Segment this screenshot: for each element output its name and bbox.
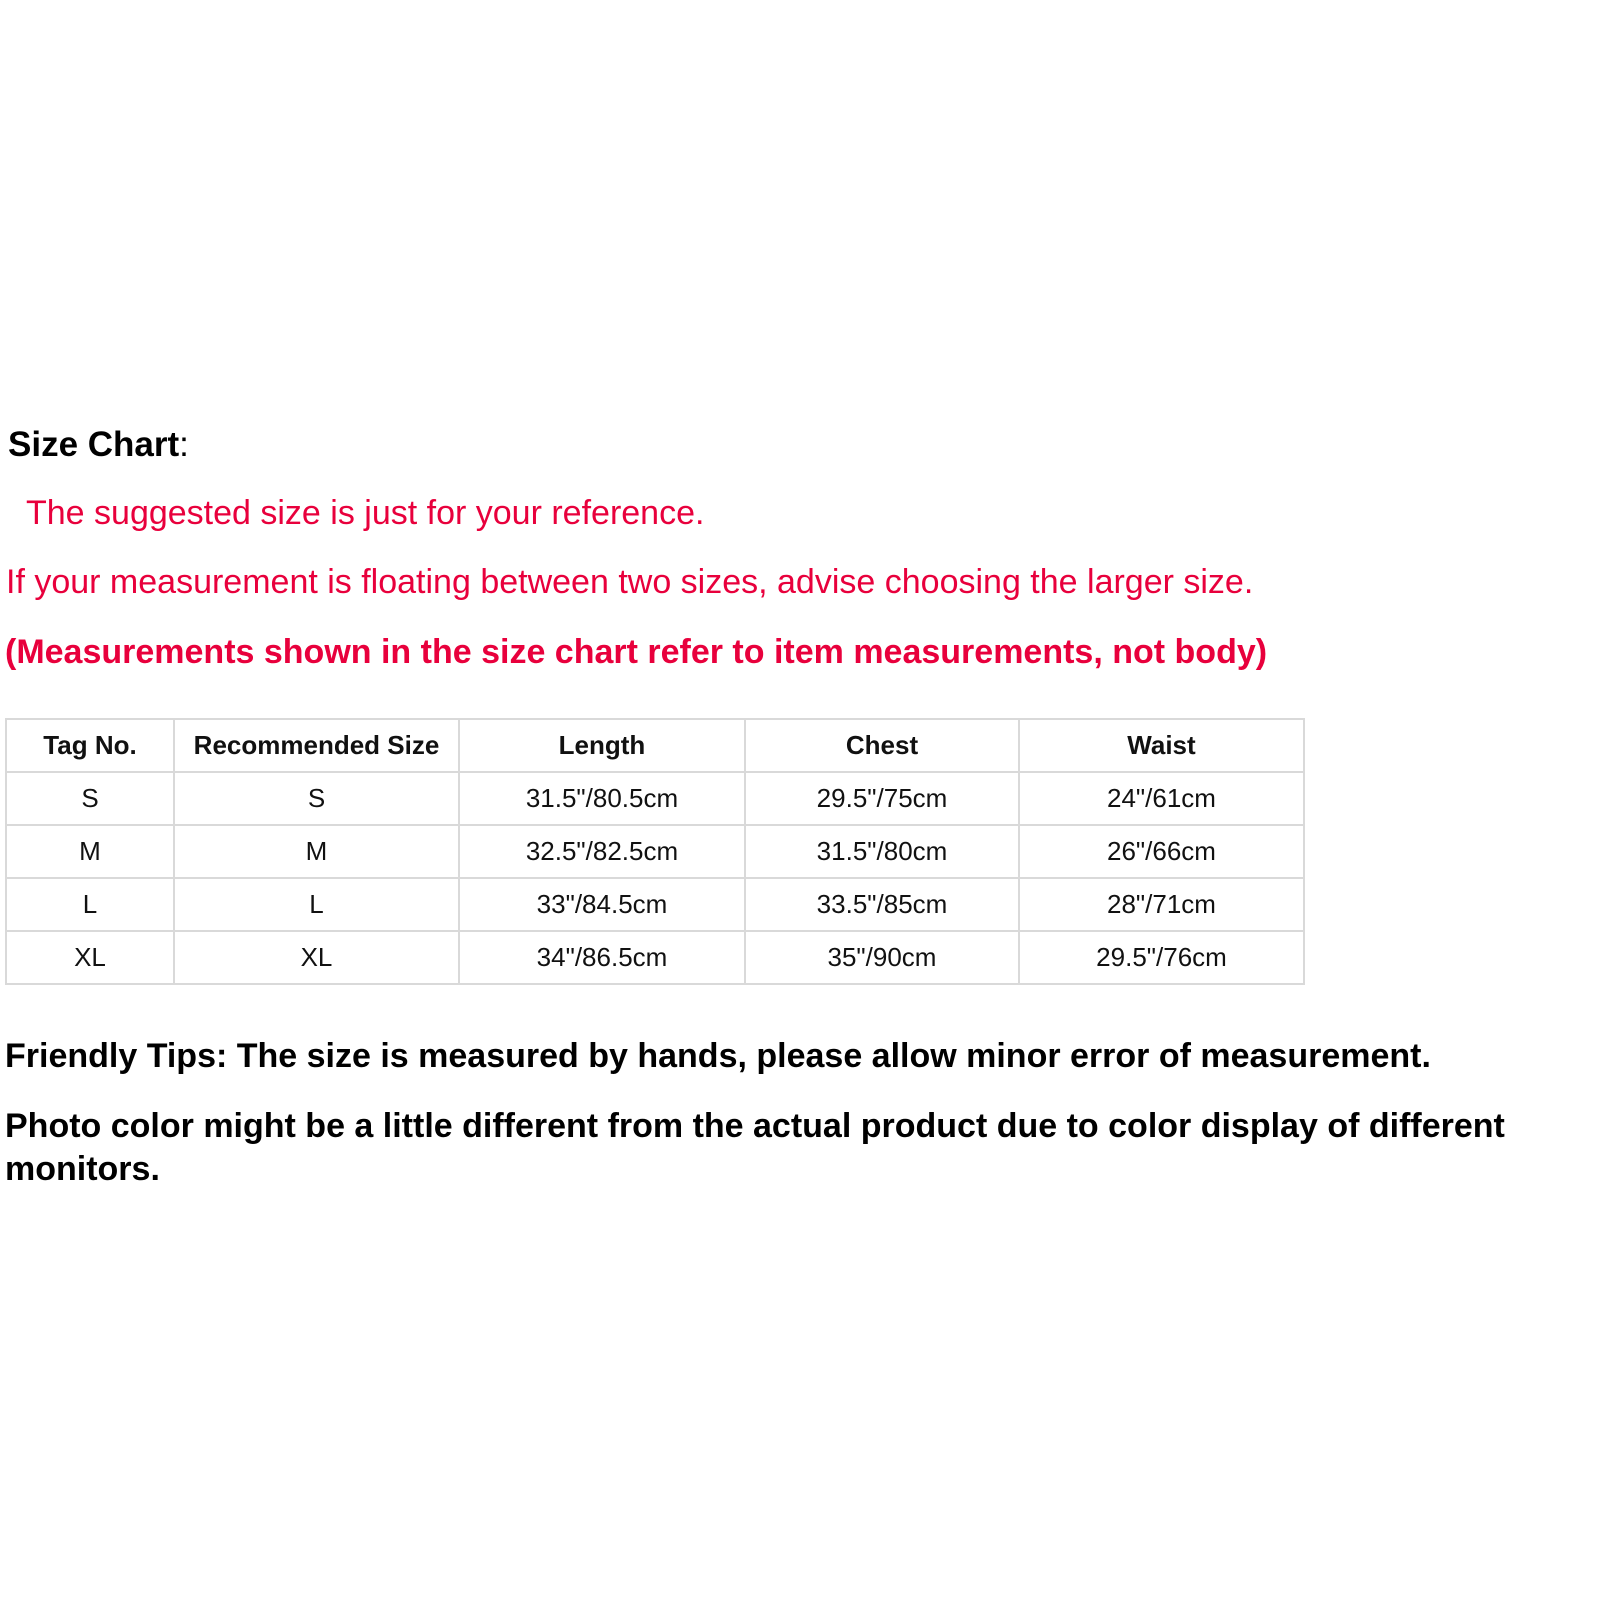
- size-table: [5, 718, 1305, 985]
- cell-waist: 24"/61cm: [1019, 772, 1304, 825]
- cell-waist: 26"/66cm: [1019, 825, 1304, 878]
- header-chest: Chest: [745, 719, 1019, 772]
- table-row: [6, 931, 1304, 984]
- cell-chest: 35"/90cm: [745, 931, 1019, 984]
- cell-tag-no: M: [6, 825, 174, 878]
- cell-tag-no: XL: [6, 931, 174, 984]
- table-header-row: [6, 719, 1304, 772]
- cell-waist: 29.5"/76cm: [1019, 931, 1304, 984]
- header-tag-no: Tag No.: [6, 719, 174, 772]
- photo-color-disclaimer: Photo color might be a little different from the actual product due to color display of different monitors.: [5, 1107, 1505, 1188]
- header-length: Length: [459, 719, 745, 772]
- cell-chest: 33.5"/85cm: [745, 878, 1019, 931]
- cell-recommended-size: XL: [174, 931, 459, 984]
- cell-tag-no: L: [6, 878, 174, 931]
- table-row: [6, 878, 1304, 931]
- cell-length: 32.5"/82.5cm: [459, 825, 745, 878]
- cell-recommended-size: M: [174, 825, 459, 878]
- cell-tag-no: S: [6, 772, 174, 825]
- reference-note: The suggested size is just for your reference.: [26, 494, 705, 532]
- header-waist: Waist: [1019, 719, 1304, 772]
- cell-length: 33"/84.5cm: [459, 878, 745, 931]
- cell-length: 34"/86.5cm: [459, 931, 745, 984]
- cell-chest: 29.5"/75cm: [745, 772, 1019, 825]
- cell-recommended-size: L: [174, 878, 459, 931]
- cell-length: 31.5"/80.5cm: [459, 772, 745, 825]
- cell-waist: 28"/71cm: [1019, 878, 1304, 931]
- header-recommended-size: Recommended Size: [174, 719, 459, 772]
- size-chart-title: [8, 425, 189, 465]
- size-chart-title-text: Size Chart: [8, 425, 180, 464]
- measurement-disclaimer: (Measurements shown in the size chart refer to item measurements, not body): [5, 633, 1268, 671]
- friendly-tips: Friendly Tips: The size is measured by hands, please allow minor error of measurement.: [5, 1037, 1431, 1075]
- cell-recommended-size: S: [174, 772, 459, 825]
- larger-size-advice: If your measurement is floating between two sizes, advise choosing the larger size.: [6, 563, 1254, 601]
- size-chart-title-colon: :: [179, 425, 189, 464]
- cell-chest: 31.5"/80cm: [745, 825, 1019, 878]
- table-row: [6, 772, 1304, 825]
- table-row: [6, 825, 1304, 878]
